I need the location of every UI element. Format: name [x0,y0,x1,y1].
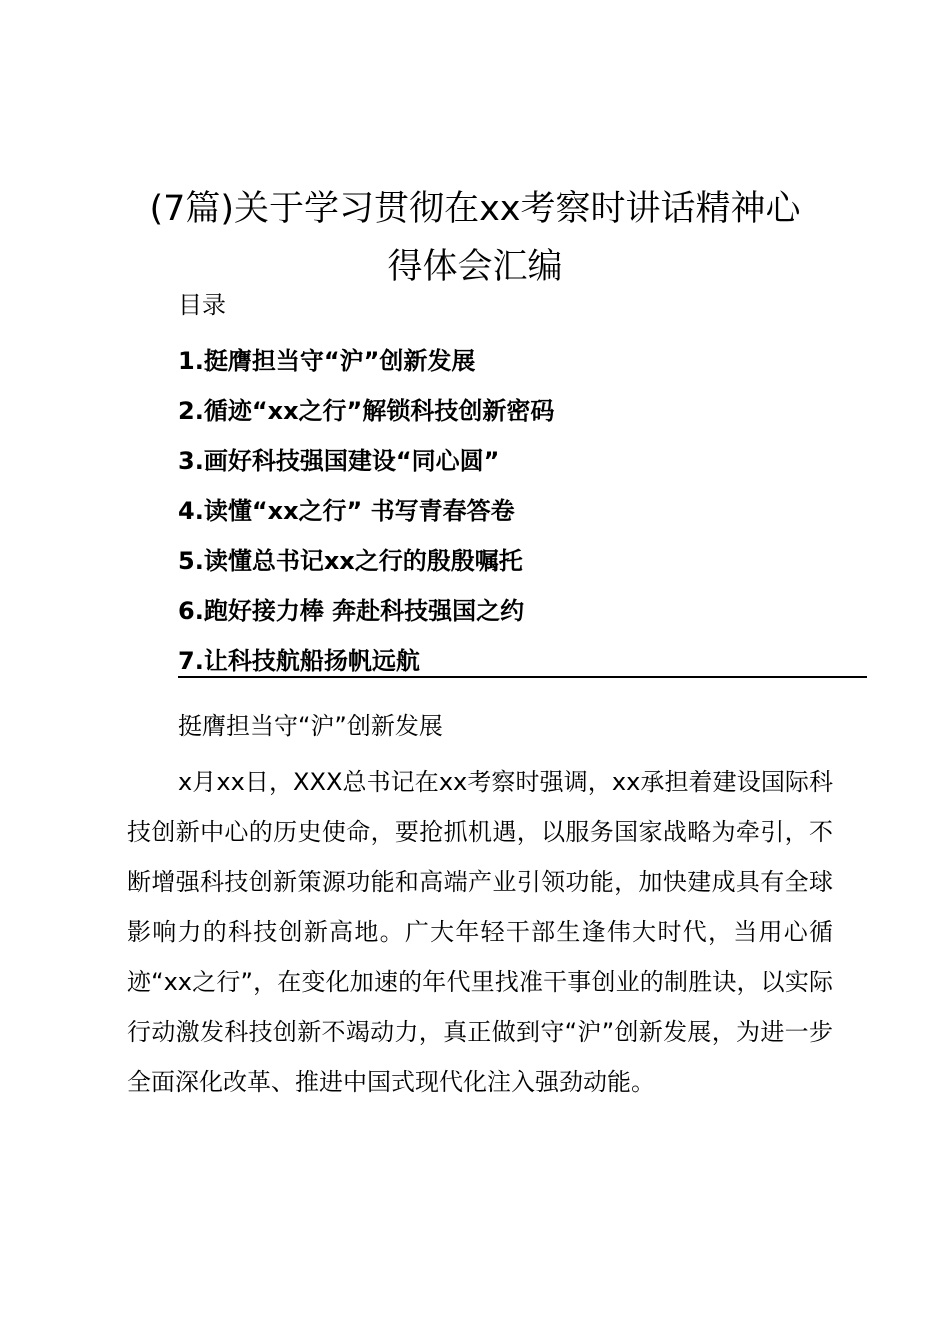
document-title [80,180,870,296]
toc-item-5: 5.读懂总书记xx之行的殷殷嘱托 [178,547,523,575]
toc-item-6: 6.跑好接力棒 奔赴科技强国之约 [178,597,525,625]
document-title-line-2: 得体会汇编 [387,247,563,287]
table-of-contents [178,336,554,686]
toc-heading: 目录 [178,291,226,319]
toc-item-3: 3.画好科技强国建设“同心圆” [178,447,500,475]
toc-item-1: 1.挺膺担当守“沪”创新发展 [178,347,476,375]
toc-item-7: 7.让科技航船扬帆远航 [178,647,420,675]
body-paragraph: x月xx日，XXX总书记在xx考察时强调，xx承担着建设国际科技创新中心的历史使命，要抢抓机遇，以服务国家战略为牵引，不断增强科技创新策源功能和高端产业引领功能，加快建成具有全球影响力的科技创新高地。广大年轻干部生逢伟大时代，当用心循迹“xx之行”，在变化加速的年代里找准干事创业的制胜诀，以实际行动激发科技创新不竭动力，真正做到守“沪”创新发展，为进一步全面深化改革、推进中国式现代化注入强劲动能。 [127,768,833,1096]
toc-item-2: 2.循迹“xx之行”解锁科技创新密码 [178,397,555,425]
toc-divider [178,676,867,678]
document-title-line-1: (7篇)关于学习贯彻在xx考察时讲话精神心 [149,189,801,229]
section-heading: 挺膺担当守“沪”创新发展 [178,712,443,740]
toc-item-4: 4.读懂“xx之行” 书写青春答卷 [178,497,515,525]
